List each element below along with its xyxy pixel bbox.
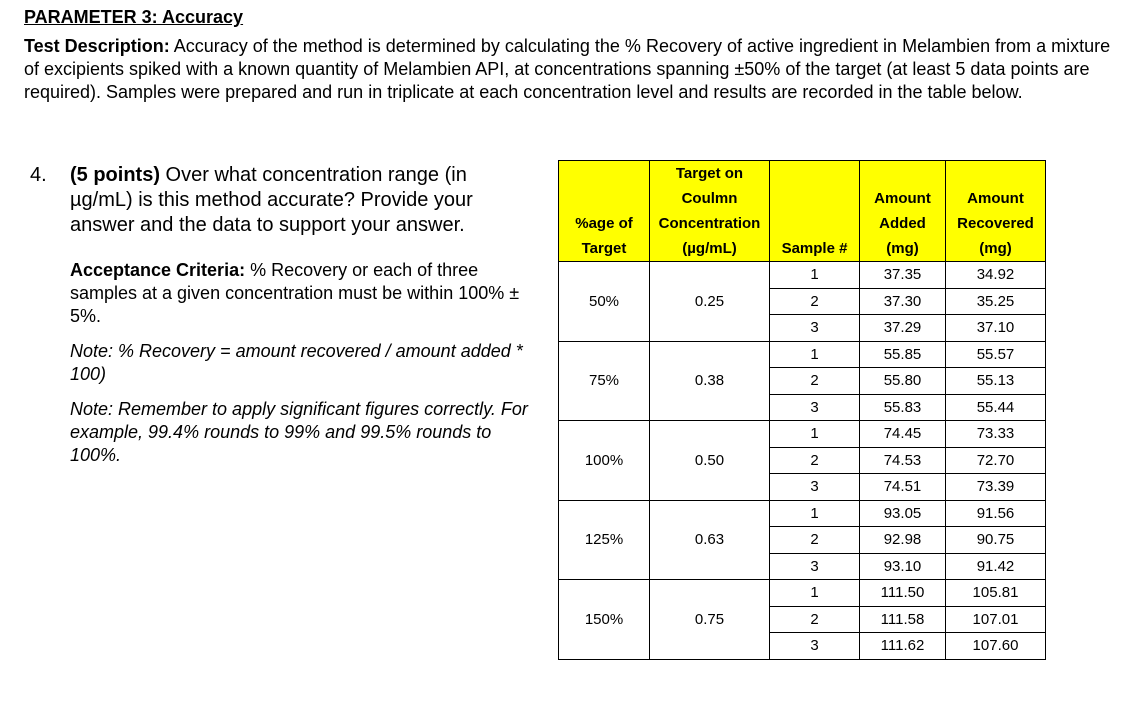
recovered-cell: 55.44: [946, 394, 1046, 421]
accuracy-table: [558, 160, 1046, 660]
test-description-label: Test Description:: [24, 36, 170, 56]
header-line: Target: [581, 240, 627, 257]
header-line: Sample #: [781, 240, 848, 257]
criteria-text: % Recovery or each of three samples at a given concentration must be within 100% ± 5%.: [70, 260, 520, 326]
header-line: Recovered: [957, 215, 1034, 232]
recovered-cell: 107.01: [946, 606, 1046, 633]
header-line: Target on: [675, 165, 744, 182]
added-cell: 93.10: [860, 553, 946, 580]
sample-cell: 3: [770, 474, 860, 501]
sample-cell: 1: [770, 580, 860, 607]
sample-cell: 2: [770, 527, 860, 554]
sample-cell: 1: [770, 421, 860, 448]
recovered-cell: 91.42: [946, 553, 1046, 580]
concentration-cell: 0.63: [650, 500, 770, 580]
sample-cell: 3: [770, 394, 860, 421]
sample-cell: 2: [770, 368, 860, 395]
sample-cell: 1: [770, 500, 860, 527]
table-row: [559, 580, 1046, 607]
sample-cell: 3: [770, 553, 860, 580]
recovered-cell: 73.39: [946, 474, 1046, 501]
sample-cell: 2: [770, 288, 860, 315]
criteria-label: Acceptance Criteria:: [70, 260, 246, 280]
header-line: Amount: [967, 190, 1024, 207]
header-amount-added: [860, 161, 946, 262]
parameter-title: PARAMETER 3: Accuracy: [24, 7, 244, 27]
concentration-cell: 0.50: [650, 421, 770, 501]
table-header-row: [559, 161, 1046, 262]
pct-target-cell: 50%: [559, 262, 650, 342]
table-row: [559, 341, 1046, 368]
added-cell: 74.53: [860, 447, 946, 474]
sample-cell: 2: [770, 606, 860, 633]
added-cell: 37.29: [860, 315, 946, 342]
header-sample-number: [770, 161, 860, 262]
note-recovery-formula: Note: % Recovery = amount recovered / amount added * 100): [70, 341, 523, 384]
added-cell: 92.98: [860, 527, 946, 554]
concentration-cell: 0.75: [650, 580, 770, 660]
sample-cell: 3: [770, 315, 860, 342]
recovered-cell: 35.25: [946, 288, 1046, 315]
recovered-cell: 55.13: [946, 368, 1046, 395]
header-line: Amount: [874, 190, 931, 207]
added-cell: 74.45: [860, 421, 946, 448]
added-cell: 37.30: [860, 288, 946, 315]
recovered-cell: 91.56: [946, 500, 1046, 527]
recovered-cell: 90.75: [946, 527, 1046, 554]
header-line: (µg/mL): [682, 240, 737, 257]
note-significant-figures: Note: Remember to apply significant figures correctly. For example, 99.4% rounds to 99% and 99.5% rounds to 100%.: [70, 399, 528, 465]
added-cell: 111.62: [860, 633, 946, 660]
header-line: Coulmn: [681, 190, 738, 207]
added-cell: 111.50: [860, 580, 946, 607]
header-line: %age of: [575, 215, 633, 232]
header-line: (mg): [979, 240, 1012, 257]
pct-target-cell: 125%: [559, 500, 650, 580]
header-pct-target: [559, 161, 650, 262]
added-cell: 55.85: [860, 341, 946, 368]
question-points: (5 points): [70, 164, 160, 186]
header-line: Added: [879, 215, 926, 232]
added-cell: 74.51: [860, 474, 946, 501]
added-cell: 37.35: [860, 262, 946, 289]
header-amount-recovered: [946, 161, 1046, 262]
sample-cell: 1: [770, 341, 860, 368]
added-cell: 111.58: [860, 606, 946, 633]
recovered-cell: 37.10: [946, 315, 1046, 342]
header-line: Concentration: [658, 215, 761, 232]
question-body: [70, 163, 530, 238]
acceptance-criteria: [70, 259, 530, 328]
concentration-cell: 0.38: [650, 341, 770, 421]
recovered-cell: 107.60: [946, 633, 1046, 660]
added-cell: 55.80: [860, 368, 946, 395]
added-cell: 55.83: [860, 394, 946, 421]
question-number: 4.: [30, 164, 47, 186]
recovered-cell: 73.33: [946, 421, 1046, 448]
sample-cell: 1: [770, 262, 860, 289]
recovered-cell: 55.57: [946, 341, 1046, 368]
table-row: [559, 262, 1046, 289]
pct-target-cell: 150%: [559, 580, 650, 660]
added-cell: 93.05: [860, 500, 946, 527]
header-line: (mg): [886, 240, 919, 257]
table-row: [559, 500, 1046, 527]
recovered-cell: 105.81: [946, 580, 1046, 607]
recovered-cell: 34.92: [946, 262, 1046, 289]
test-description-text: Accuracy of the method is determined by calculating the % Recovery of active ingredient in Melambien from a mixture of excipients spiked with a known quantity of Melambien API, at concentrations spanning ±50% of the target (at least 5 data points are required). Samples were prepared and run in triplicate at each concentration level and results are recorded in the table below.: [24, 36, 1111, 102]
pct-target-cell: 100%: [559, 421, 650, 501]
concentration-cell: 0.25: [650, 262, 770, 342]
recovered-cell: 72.70: [946, 447, 1046, 474]
sample-cell: 2: [770, 447, 860, 474]
question-text: Over what concentration range (in µg/mL) is this method accurate? Provide your answer and the data to support your answer.: [70, 164, 473, 236]
test-description: [24, 35, 1119, 104]
table-row: [559, 421, 1046, 448]
pct-target-cell: 75%: [559, 341, 650, 421]
sample-cell: 3: [770, 633, 860, 660]
header-target-concentration: [650, 161, 770, 262]
